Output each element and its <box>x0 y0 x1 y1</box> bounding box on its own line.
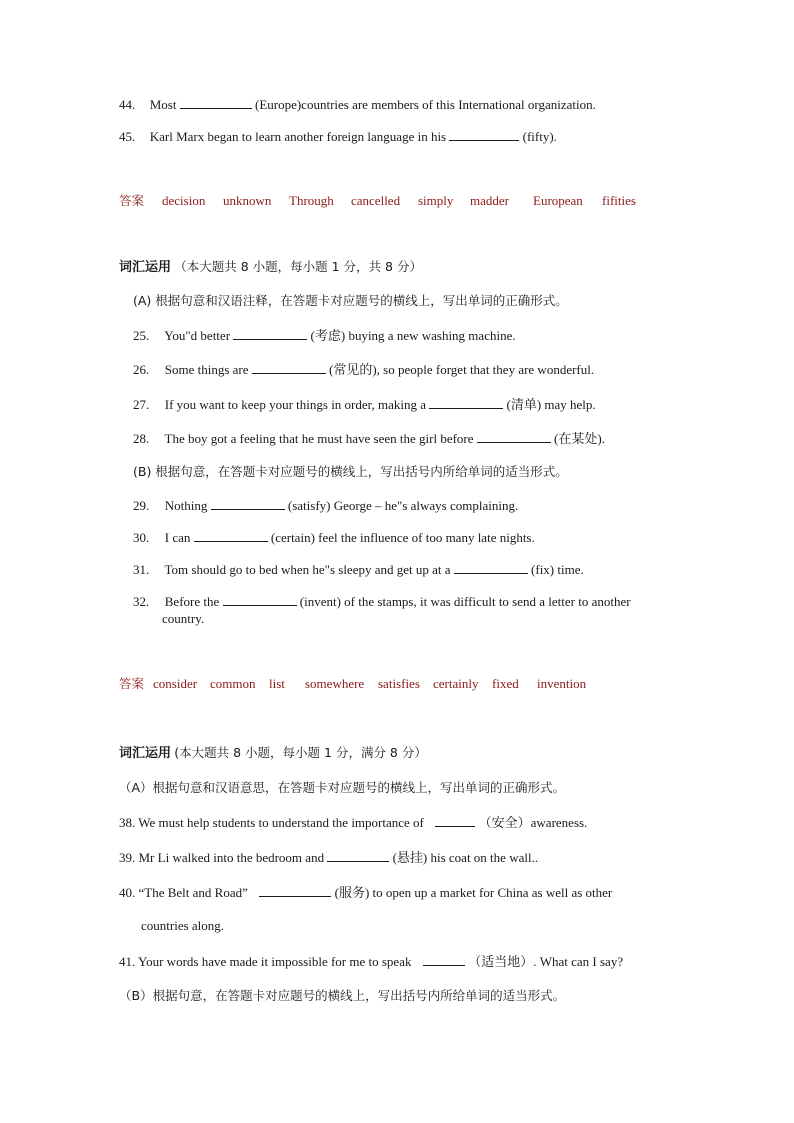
question-number: 26. <box>133 362 150 377</box>
question-text-after: (考虑) buying a new washing machine. <box>310 328 516 343</box>
answer-word: invention <box>537 676 587 691</box>
question-32-continuation: country. <box>162 611 205 626</box>
answer-blank[interactable] <box>211 496 285 510</box>
question-text-before: Most <box>149 97 177 112</box>
question-45 <box>119 127 557 146</box>
part-b-instruction-2: （B）根据句意，在答题卡对应题号的横线上，写出括号内所给单词的适当形式。 <box>119 988 566 1003</box>
question-text-after: （适当地）. What can I say? <box>468 954 624 969</box>
question-41 <box>119 952 623 971</box>
part-b-instruction: (B) 根据句意，在答题卡对应题号的横线上，写出括号内所给单词的适当形式。 <box>133 464 568 479</box>
answer-blank[interactable] <box>252 360 326 374</box>
question-26 <box>133 360 594 379</box>
answer-word: consider <box>153 676 198 691</box>
question-number: 28. <box>133 431 150 446</box>
question-28 <box>133 429 605 448</box>
question-text-after: (certain) feel the influence of too many late nights. <box>270 530 535 545</box>
question-number: 29. <box>133 498 150 513</box>
question-text-before: I can <box>164 530 191 545</box>
answer-word: cancelled <box>351 193 401 208</box>
question-25 <box>133 326 516 345</box>
question-number: 45. <box>119 129 136 144</box>
question-number: 25. <box>133 328 150 343</box>
section-note: （本大题共 8 小题，每小题 1 分，共 8 分） <box>174 259 422 274</box>
question-text-before: Tom should go to bed when he"s sleepy and get up at a <box>164 562 451 577</box>
answer-blank[interactable] <box>454 560 528 574</box>
question-number: 27. <box>133 397 150 412</box>
section-heading <box>119 258 422 277</box>
question-text-before: You"d better <box>164 328 231 343</box>
question-32 <box>133 592 631 611</box>
answer-blank[interactable] <box>477 429 551 443</box>
question-31 <box>133 560 584 579</box>
question-text-after: (fix) time. <box>531 562 584 577</box>
answer-key-1 <box>119 192 659 210</box>
answer-word: fifities <box>602 193 636 208</box>
question-40 <box>119 883 612 902</box>
answer-blank[interactable] <box>194 528 268 542</box>
answer-label: 答案 <box>119 193 145 208</box>
answer-blank[interactable] <box>259 883 331 897</box>
part-a-instruction: (A) 根据句意和汉语注释，在答题卡对应题号的横线上，写出单词的正确形式。 <box>133 293 568 308</box>
question-text-after: (在某处). <box>554 431 605 446</box>
answer-word: madder <box>470 193 509 208</box>
answer-blank[interactable] <box>449 127 519 141</box>
question-40-continuation: countries along. <box>141 918 225 933</box>
answer-word: unknown <box>223 193 272 208</box>
question-number: 31. <box>133 562 150 577</box>
question-number: 30. <box>133 530 150 545</box>
question-text-after: (Europe)countries are members of this International organization. <box>254 97 596 112</box>
question-text-before: Some things are <box>164 362 249 377</box>
section-title: 词汇运用 <box>119 260 172 275</box>
question-39 <box>119 848 538 867</box>
question-text-before: 39. Mr Li walked into the bedroom and <box>119 850 325 865</box>
question-text-after: (常见的), so people forget that they are wonderful. <box>329 362 595 377</box>
question-text-before: 40. “The Belt and Road” <box>119 885 248 900</box>
answer-blank[interactable] <box>233 326 307 340</box>
answer-word: decision <box>162 193 206 208</box>
question-text-before: Before the <box>164 594 220 609</box>
answer-blank[interactable] <box>423 952 465 966</box>
question-text-after: (服务) to open up a market for China as well as other <box>334 885 613 900</box>
question-text-after: (fifty). <box>522 129 557 144</box>
answer-blank[interactable] <box>429 395 503 409</box>
section-note: (本大题共 8 小题，每小题 1 分，满分 8 分） <box>174 745 427 760</box>
question-text-before: If you want to keep your things in order, making a <box>164 397 426 412</box>
answer-word: list <box>269 676 285 691</box>
question-text-after: (invent) of the stamps, it was difficult to send a letter to another <box>299 594 631 609</box>
question-number: 32. <box>133 594 150 609</box>
answer-label: 答案 <box>119 676 145 691</box>
question-text-before: Karl Marx began to learn another foreign language in his <box>149 129 447 144</box>
question-text-before: 38. We must help students to understand the importance of <box>119 815 424 830</box>
answer-word: satisfies <box>378 676 420 691</box>
part-a-instruction-2: （A）根据句意和汉语意思，在答题卡对应题号的横线上，写出单词的正确形式。 <box>119 780 566 795</box>
question-text-after: (satisfy) George – he"s always complaining. <box>287 498 519 513</box>
question-text-before: 41. Your words have made it impossible for me to speak <box>119 954 412 969</box>
answer-blank[interactable] <box>327 848 389 862</box>
question-29 <box>133 496 518 515</box>
question-27 <box>133 395 596 414</box>
answer-word: somewhere <box>305 676 365 691</box>
question-text-after: （安全）awareness. <box>478 815 588 830</box>
answer-word: fixed <box>492 676 519 691</box>
question-text-after: (悬挂) his coat on the wall.. <box>392 850 539 865</box>
answer-word: simply <box>418 193 454 208</box>
answer-blank[interactable] <box>180 95 252 109</box>
question-38 <box>119 813 587 832</box>
question-text-after: (清单) may help. <box>506 397 596 412</box>
answer-word: certainly <box>433 676 479 691</box>
answer-blank[interactable] <box>223 592 297 606</box>
section-heading-2 <box>119 744 427 763</box>
question-text-before: Nothing <box>164 498 208 513</box>
answer-key-2 <box>119 675 619 693</box>
answer-word: common <box>210 676 256 691</box>
answer-blank[interactable] <box>435 813 475 827</box>
section-title: 词汇运用 <box>119 746 172 761</box>
question-number: 44. <box>119 97 136 112</box>
answer-word: Through <box>289 193 334 208</box>
question-30 <box>133 528 535 547</box>
answer-word: European <box>533 193 583 208</box>
question-text-before: The boy got a feeling that he must have seen the girl before <box>164 431 474 446</box>
question-44 <box>119 95 596 114</box>
